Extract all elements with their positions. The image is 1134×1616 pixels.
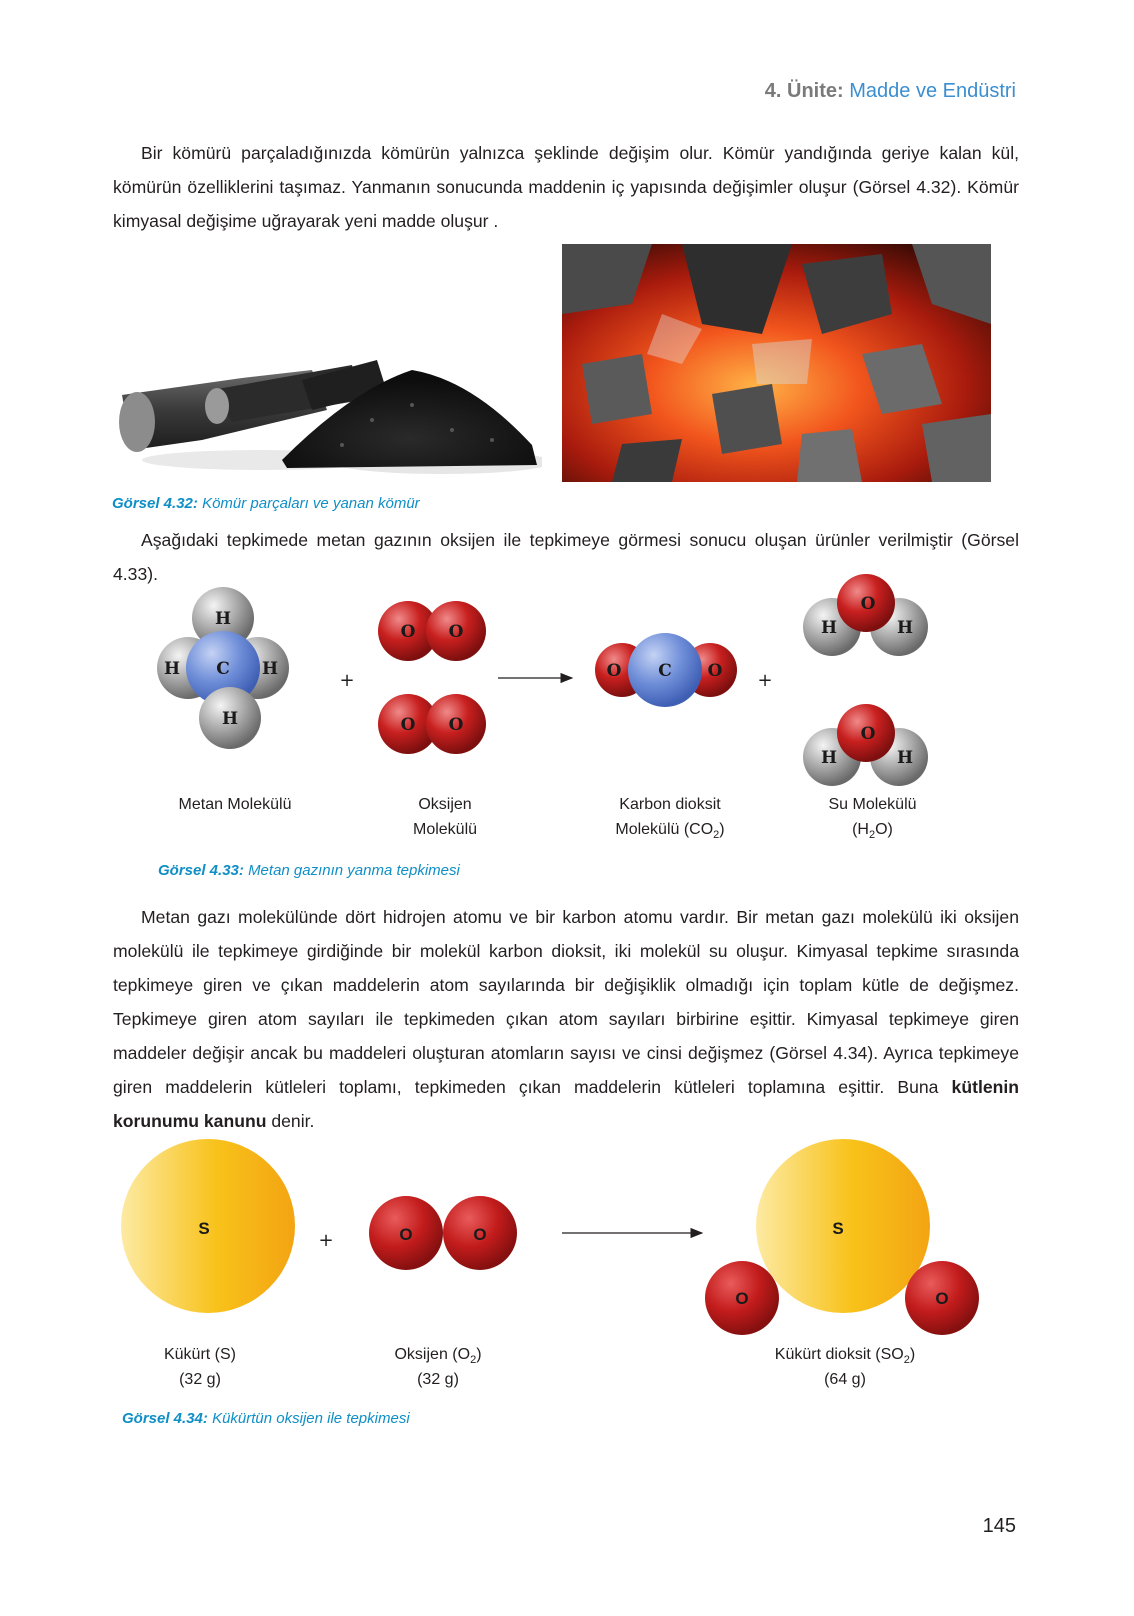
paragraph-3-text: Metan gazı molekülünde dört hidrojen atomu ve bir karbon atomu vardır. Bir metan gazı molekülü iki oksijen molekülü ile tepkimeye girdiğinde bir molekül karbon dioksit, iki molekül su oluşur. Kimyasal tepkime sırasında tepkimeye giren ve çıkan maddelerin atom sayılarında bir değişiklik olmadığı için toplam kütle de değişmez. Tepkimeye giren atom sayıları ile tepkimeden çıkan atom sayıları birbirine eşittir. Kimyasal tepkimeye giren maddeler değişir ancak bu maddeleri oluşturan atomların sayısı ve cinsi değişmez (Görsel 4.34). Ayrıca tepkimeye giren maddelerin kütleleri toplamı, tepkimeden çıkan maddelerin kütleleri toplamına eşittir. Buna bbox=[113, 907, 1019, 1097]
sulfur-dioxide-molecule bbox=[705, 1139, 979, 1335]
karbon-label-line2: Molekülü (CO bbox=[615, 821, 714, 838]
oksijen-o2-label-line1: Oksijen (O bbox=[394, 1346, 471, 1363]
paragraph-2-text: Aşağıdaki tepkimede metan gazının oksijen ile tepkimeye görmesi sonucu oluşan ürünler verilmiştir (Görsel 4.33). bbox=[113, 530, 1019, 584]
oxygen-molecule-bottom bbox=[378, 694, 486, 754]
karbon-label-close: ) bbox=[719, 821, 725, 838]
kukurt-label bbox=[130, 1342, 270, 1392]
atom-label: H bbox=[896, 748, 914, 768]
atom-label: O bbox=[606, 661, 622, 681]
paragraph-1-text: Bir kömürü parçaladığınızda kömürün yalnızca şeklinde değişim olur. Kömür yandığında geriye kalan kül, kömürün özelliklerini taşımaz. Yanmanın sonucunda maddenin iç yapısında değişimler oluşur (Görsel 4.32). Kömür kimyasal değişime uğrayarak yeni madde oluşur . bbox=[113, 143, 1019, 231]
page-number: 145 bbox=[982, 1515, 1016, 1537]
charcoal-pieces-photo bbox=[112, 300, 542, 482]
atom-label: H bbox=[261, 659, 279, 679]
caption-text: Kükürtün oksijen ile tepkimesi bbox=[212, 1410, 410, 1427]
kukurt-label-line1: Kükürt (S) bbox=[163, 1346, 236, 1363]
water-molecule-top bbox=[803, 574, 928, 656]
atom-label: C bbox=[216, 659, 230, 679]
atom-label: C bbox=[658, 661, 672, 681]
oksijen-label-line2: Molekülü bbox=[412, 821, 478, 838]
subscript: 2 bbox=[903, 1354, 910, 1367]
oksijen-o2-label bbox=[368, 1342, 508, 1392]
atom-label: O bbox=[935, 1289, 949, 1308]
subscript: 2 bbox=[470, 1354, 477, 1367]
so2-label-line1: Kükürt dioksit (SO bbox=[774, 1346, 904, 1363]
atom-label: O bbox=[400, 715, 416, 735]
caption-label: Görsel 4.34: bbox=[122, 1410, 208, 1427]
paragraph-1 bbox=[113, 136, 1019, 238]
so2-label bbox=[760, 1342, 930, 1392]
oksijen-label bbox=[370, 792, 520, 842]
figure-caption-4-33 bbox=[158, 862, 460, 879]
su-label-line2: (H bbox=[852, 821, 869, 838]
oxygen-molecule bbox=[369, 1196, 517, 1270]
paragraph-3 bbox=[113, 900, 1019, 1138]
atom-label: H bbox=[163, 659, 181, 679]
atom-label: H bbox=[820, 618, 838, 638]
subscript: 2 bbox=[868, 829, 876, 842]
plus-sign: + bbox=[757, 670, 773, 691]
paragraph-3-bold: kütlenin korunumu kanunu bbox=[113, 1077, 1019, 1131]
atom-label: S bbox=[198, 1219, 210, 1238]
kukurt-label-line2: (32 g) bbox=[179, 1371, 221, 1388]
atom-label: O bbox=[860, 724, 876, 744]
atom-label: O bbox=[707, 661, 723, 681]
oksijen-o2-label-line2: (32 g) bbox=[417, 1371, 459, 1388]
atom-label: H bbox=[214, 609, 232, 629]
unit-title: Madde ve Endüstri bbox=[849, 80, 1016, 102]
su-label-line1: Su Molekülü bbox=[828, 796, 917, 813]
karbon-dioksit-label bbox=[590, 792, 750, 842]
metan-label bbox=[160, 792, 310, 817]
sulfur-atom bbox=[121, 1139, 295, 1313]
atom-label: H bbox=[896, 618, 914, 638]
caption-label: Görsel 4.32: bbox=[112, 495, 198, 512]
su-label-close: O) bbox=[875, 821, 893, 838]
atom-label: O bbox=[400, 622, 416, 642]
karbon-label-line1: Karbon dioksit bbox=[619, 796, 721, 813]
figure-caption-4-32 bbox=[112, 495, 420, 512]
so2-label-line2: (64 g) bbox=[824, 1371, 866, 1388]
atom-label: O bbox=[860, 594, 876, 614]
atom-label: H bbox=[820, 748, 838, 768]
figure-caption-4-34 bbox=[122, 1410, 410, 1427]
burning-coal-photo bbox=[562, 244, 991, 482]
atom-label: S bbox=[832, 1219, 844, 1238]
atom-label: O bbox=[735, 1289, 749, 1308]
atom-label: O bbox=[448, 715, 464, 735]
water-molecule-bottom bbox=[803, 704, 928, 786]
caption-text: Kömür parçaları ve yanan kömür bbox=[202, 495, 420, 512]
atom-label: H bbox=[221, 709, 239, 729]
atom-label: O bbox=[448, 622, 464, 642]
atom-label: O bbox=[399, 1225, 413, 1244]
su-label bbox=[800, 792, 945, 842]
plus-sign: + bbox=[318, 1230, 334, 1251]
oksijen-label-line1: Oksijen bbox=[418, 796, 472, 813]
unit-header bbox=[765, 80, 1016, 103]
sulfur-oxidation-diagram bbox=[0, 1130, 1134, 1350]
caption-label: Görsel 4.33: bbox=[158, 862, 244, 879]
oksijen-o2-label-close: ) bbox=[476, 1346, 482, 1363]
unit-number: 4. Ünite: bbox=[764, 80, 844, 102]
atom-label: O bbox=[473, 1225, 487, 1244]
methane-combustion-diagram bbox=[0, 560, 1134, 800]
oxygen-molecule-top bbox=[378, 601, 486, 661]
metan-label-text: Metan Molekülü bbox=[178, 796, 292, 813]
plus-sign: + bbox=[339, 670, 355, 691]
caption-text: Metan gazının yanma tepkimesi bbox=[248, 862, 460, 879]
paragraph-3-end: denir. bbox=[266, 1111, 315, 1131]
subscript: 2 bbox=[713, 829, 720, 842]
carbon-dioxide-molecule bbox=[595, 633, 737, 707]
so2-label-close: ) bbox=[909, 1346, 916, 1363]
methane-molecule bbox=[157, 587, 289, 749]
